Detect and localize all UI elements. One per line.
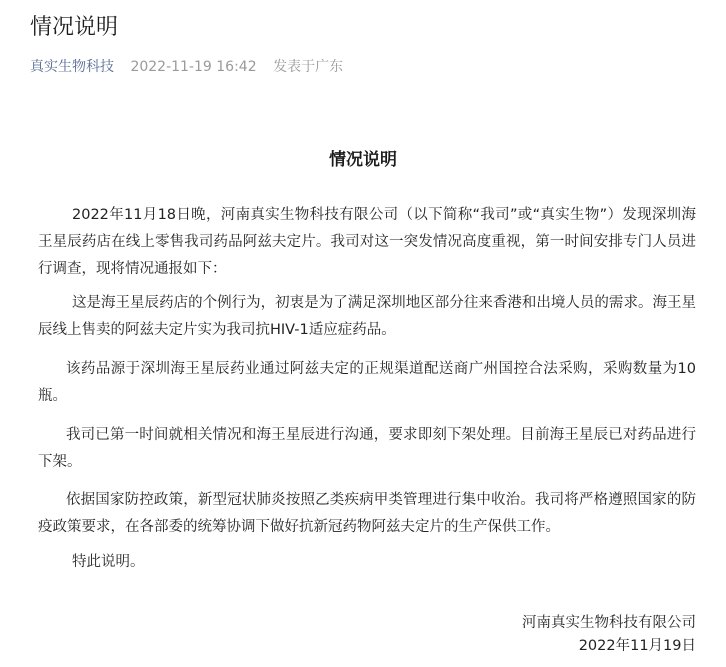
paragraph-explanation: 这是海王星辰药店的个例行为，初衷是为了满足深圳地区部分往来香港和出境人员的需求。海王星辰线上售卖的阿兹夫定片实为我司抗HIV-1适应症药品。 [38,295,696,338]
signature-date: 2022年11月19日 [578,638,696,654]
paragraph-policy: 依据国家防控政策，新型冠状肺炎按照乙类疾病甲类管理进行集中收治。我司将严格遵照国家的防疫政策要求，在各部委的统筹协调下做好抗新冠药物阿兹夫定片的生产保供工作。 [38,492,696,535]
signature-block [522,612,696,658]
article-meta [30,57,343,77]
page-title: 情况说明 [30,15,119,40]
paragraph-action: 我司已第一时间就相关情况和海王星辰进行沟通，要求即刻下架处理。目前海王星辰已对药品进行下架。 [38,427,696,470]
paragraph-source: 该药品源于深圳海王星辰药业通过阿兹夫定的正规渠道配送商广州国控合法采购，采购数量为10瓶。 [38,361,696,404]
signature-company: 河南真实生物科技有限公司 [522,615,696,631]
paragraph-closing: 特此说明。 [72,554,145,570]
publish-time: 2022-11-19 16:42 [130,59,257,75]
document-heading: 情况说明 [329,150,397,170]
publish-location: 发表于广东 [273,59,344,75]
paragraph-incident: 2022年11月18日晚，河南真实生物科技有限公司（以下简称“我司”或“真实生物”）发现深圳海王星辰药店在线上零售我司药品阿兹夫定片。我司对这一突发情况高度重视，第一时间安排专门人员进行调查，现将情况通报如下： [38,207,696,277]
account-name-link[interactable]: 真实生物科技 [30,59,114,75]
